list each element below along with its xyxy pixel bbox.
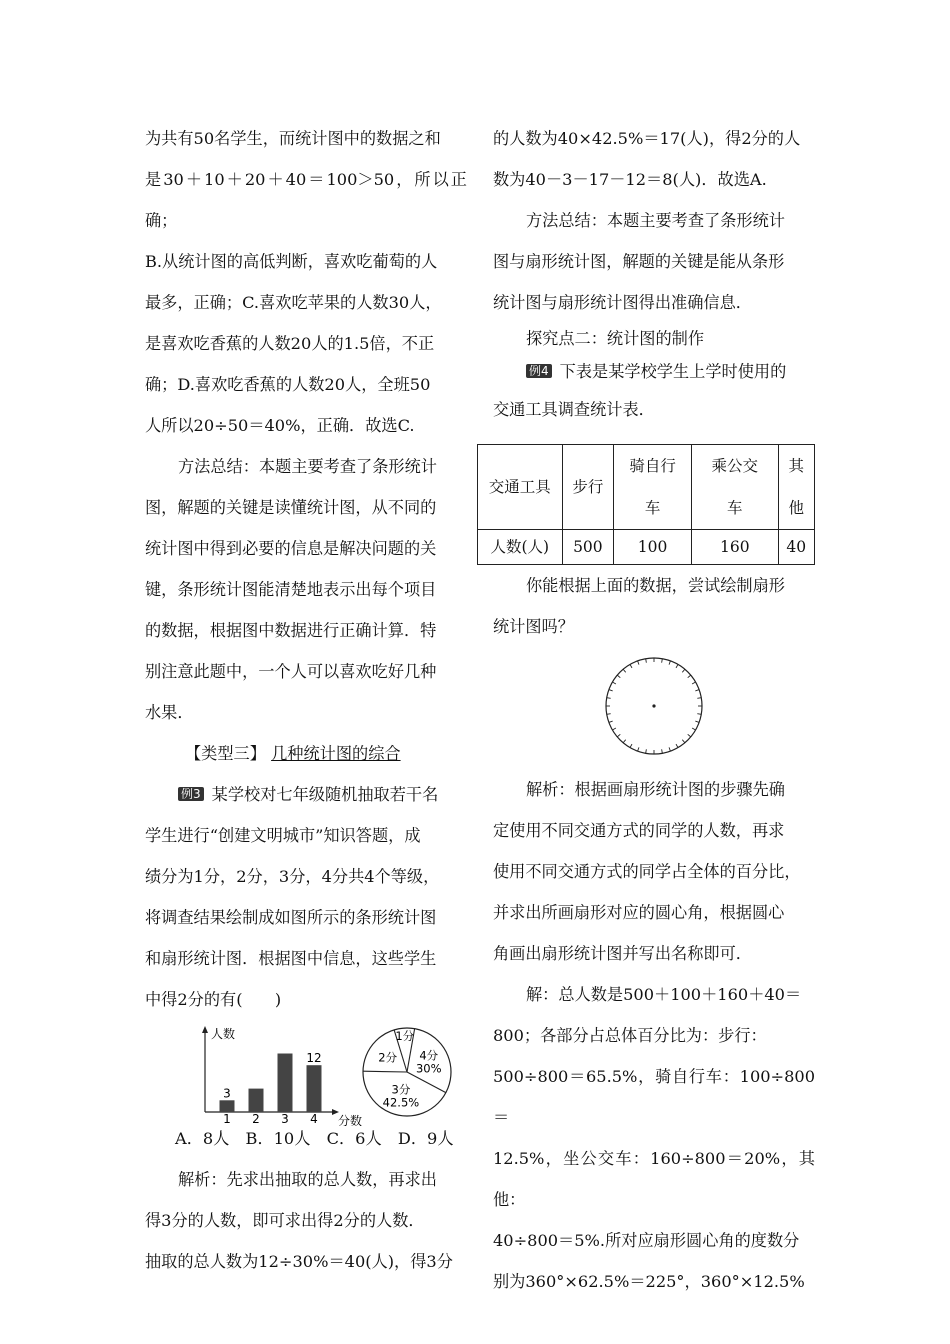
circle-tick bbox=[638, 747, 639, 751]
text-line: 解：总人数是500＋100＋160＋40＝ bbox=[526, 985, 802, 1004]
text-line: 学生进行“创建文明城市”知识答题，成 bbox=[145, 826, 421, 845]
text-line: 定使用不同交通方式的同学的人数，再求 bbox=[493, 821, 785, 840]
pie-boundary-2 bbox=[363, 1071, 407, 1072]
text-line: 12.5%，坐公交车：160÷800＝20%，其他： bbox=[493, 1149, 815, 1209]
circle-tick bbox=[623, 669, 626, 672]
cell-text: 车 bbox=[644, 499, 661, 517]
text-line bbox=[178, 774, 467, 815]
text-line: 并求出所画扇形对应的圆心角，根据圆心 bbox=[493, 903, 785, 922]
example-3-figure bbox=[145, 1026, 467, 1126]
table-cell: 100 bbox=[614, 530, 692, 565]
text-line: 中得2分的有( ) bbox=[145, 990, 282, 1009]
text-line: 最多，正确；C.喜欢吃苹果的人数30人， bbox=[145, 293, 442, 312]
circle-tick bbox=[623, 740, 626, 743]
circle-tick bbox=[646, 749, 647, 753]
text-line: 统计图中得到必要的信息是解决问题的关 bbox=[145, 539, 437, 558]
bar-2 bbox=[249, 1089, 264, 1112]
text-line: 交通工具调查统计表． bbox=[493, 400, 655, 419]
x-tick-1: 1 bbox=[223, 1112, 231, 1126]
paragraph-solution-4 bbox=[493, 974, 815, 1302]
circle-tick bbox=[695, 721, 699, 722]
pie-percent-0: 30% bbox=[415, 1061, 442, 1076]
section-heading: 探究点二：统计图的制作 bbox=[526, 329, 705, 348]
circle-tick bbox=[682, 740, 685, 743]
table-cell: 160 bbox=[692, 530, 779, 565]
table-header-cell bbox=[614, 445, 692, 530]
type-label: 【类型三】 bbox=[185, 744, 266, 763]
x-tick-labels bbox=[223, 1112, 318, 1126]
example-4 bbox=[493, 355, 815, 430]
answer-choices: A．8人 B．10人 C．6人 D．9人 bbox=[175, 1129, 454, 1148]
text-line: 40÷800＝5%.所对应扇形圆心角的度数分 bbox=[493, 1231, 800, 1250]
cell-text: 车 bbox=[727, 499, 743, 517]
circle-tick bbox=[697, 714, 701, 715]
circle-tick bbox=[688, 675, 691, 678]
text-span: 某学校对七年级随机抽取若干名 bbox=[211, 785, 439, 804]
pie-label-2: 2分 bbox=[378, 1050, 398, 1065]
circle-tick bbox=[682, 669, 685, 672]
circle-tick bbox=[612, 728, 615, 730]
paragraph-analysis-3 bbox=[145, 1159, 467, 1282]
bar-label-4: 12 bbox=[306, 1051, 322, 1066]
blank-circle bbox=[599, 651, 709, 761]
text-line: 确；D.喜欢吃香蕉的人数20人，全班50 bbox=[145, 375, 431, 394]
table-header-cell bbox=[692, 445, 779, 530]
type-heading bbox=[185, 733, 467, 774]
circle-tick bbox=[630, 744, 632, 747]
text-line: 解析：先求出抽取的总人数，再求出 bbox=[178, 1170, 437, 1189]
table-cell: 500 bbox=[562, 530, 614, 565]
text-line: 图与扇形统计图，解题的关键是能从条形 bbox=[493, 252, 785, 271]
circle-tick bbox=[669, 747, 670, 751]
circle-tick bbox=[607, 698, 611, 699]
circle-tick bbox=[609, 721, 613, 722]
text-line: 500÷800＝65.5%，骑自行车：100÷800＝ bbox=[493, 1067, 815, 1127]
example-3 bbox=[145, 774, 467, 1020]
circle-tick bbox=[662, 749, 663, 753]
text-line: 和扇形统计图．根据图中信息，这些学生 bbox=[145, 949, 437, 968]
cell-text: 他 bbox=[788, 499, 805, 517]
text-line: 数为40－3－17－12＝8(人)．故选A. bbox=[493, 170, 767, 189]
circle-tick bbox=[692, 682, 695, 684]
text-line: 将调查结果绘制成如图所示的条形统计图 bbox=[145, 908, 437, 927]
text-line: 是30＋10＋20＋40＝100＞50，所以正确； bbox=[145, 170, 467, 230]
circle-tick bbox=[688, 734, 691, 737]
table-row bbox=[478, 445, 815, 530]
circle-tick bbox=[609, 690, 613, 691]
text-line: 绩分为1分，2分，3分，4分共4个等级， bbox=[145, 867, 440, 886]
text-line: 800；各部分占总体百分比为：步行： bbox=[493, 1026, 767, 1045]
pie-group bbox=[363, 1028, 451, 1116]
cell-text: 乘公交 bbox=[711, 457, 759, 475]
text-line: 解析：根据画扇形统计图的步骤先确 bbox=[526, 780, 785, 799]
circle-tick bbox=[669, 661, 670, 665]
left-column bbox=[145, 118, 467, 1282]
circle-center bbox=[652, 704, 655, 707]
text-line: 别注意此题中，一个人可以喜欢吃好几种 bbox=[145, 662, 437, 681]
pie-slice-labels bbox=[378, 1029, 441, 1109]
text-line: 统计图与扇形统计图得出准确信息． bbox=[493, 293, 752, 312]
transport-table bbox=[477, 444, 815, 565]
text-line: 水果． bbox=[145, 703, 194, 722]
circle-tick bbox=[617, 675, 620, 678]
cell-text: 骑自行 bbox=[629, 457, 676, 475]
circle-tick bbox=[676, 664, 678, 667]
text-line: 你能根据上面的数据，尝试绘制扇形 bbox=[526, 576, 785, 595]
text-line: 别为360°×62.5%＝225°，360°×12.5% bbox=[493, 1272, 805, 1291]
bar-4 bbox=[307, 1065, 322, 1112]
text-line: 方法总结：本题主要考查了条形统计 bbox=[526, 211, 785, 230]
circle-tick bbox=[692, 728, 695, 730]
x-axis-label: 分数 bbox=[338, 1114, 363, 1126]
text-line: 角画出扇形统计图并写出名称即可． bbox=[493, 944, 752, 963]
text-line: 图，解题的关键是读懂统计图，从不同的 bbox=[145, 498, 437, 517]
x-tick-3: 3 bbox=[281, 1112, 289, 1126]
table-row bbox=[478, 530, 815, 565]
text-line: 的人数为40×42.5%＝17(人)，得2分的人 bbox=[493, 129, 801, 148]
text-line: B.从统计图的高低判断，喜欢吃葡萄的人 bbox=[145, 252, 438, 271]
circle-tick bbox=[607, 714, 611, 715]
cell-text: 其 bbox=[788, 457, 805, 475]
type-title: 几种统计图的综合 bbox=[271, 744, 401, 763]
table-header-cell: 步行 bbox=[562, 445, 614, 530]
text-line: 抽取的总人数为12÷30%＝40(人)，得3分 bbox=[145, 1252, 453, 1271]
paragraph-analysis-4 bbox=[493, 769, 815, 974]
text-line: 人所以20÷50＝40%，正确．故选C. bbox=[145, 416, 415, 435]
circle-tick bbox=[646, 659, 647, 663]
pie-label-0: 4分 bbox=[419, 1048, 439, 1063]
text-line bbox=[526, 355, 815, 389]
text-line: 的数据，根据图中数据进行正确计算．特 bbox=[145, 621, 437, 640]
circle-tick bbox=[638, 661, 639, 665]
paragraph-question bbox=[493, 565, 815, 647]
x-tick-4: 4 bbox=[310, 1112, 318, 1126]
bar-1 bbox=[220, 1100, 235, 1112]
right-column bbox=[488, 118, 815, 1302]
x-tick-2: 2 bbox=[252, 1112, 260, 1126]
circle-tick bbox=[617, 734, 620, 737]
circle-tick bbox=[662, 659, 663, 663]
bar-label-1: 3 bbox=[223, 1086, 231, 1101]
circle-tick bbox=[695, 690, 699, 691]
text-line: 是喜欢吃香蕉的人数20人的1.5倍，不正 bbox=[145, 334, 435, 353]
pie-percent-1: 42.5% bbox=[382, 1095, 420, 1110]
text-span: 下表是某学校学生上学时使用的 bbox=[559, 362, 787, 381]
text-line: 为共有50名学生，而统计图中的数据之和 bbox=[145, 129, 441, 148]
circle-tick bbox=[630, 664, 632, 667]
y-axis-arrow bbox=[202, 1026, 208, 1033]
example-badge: 例4 bbox=[526, 364, 552, 378]
pie-label-3: 1分 bbox=[395, 1029, 415, 1044]
table-header-cell: 交通工具 bbox=[478, 445, 563, 530]
table-header-cell bbox=[778, 445, 814, 530]
circle-tick bbox=[612, 682, 615, 684]
table-cell: 人数(人) bbox=[478, 530, 563, 565]
paragraph-answer-a bbox=[493, 118, 815, 200]
pie-label-1: 3分 bbox=[391, 1082, 411, 1097]
paragraph-method-summary bbox=[145, 446, 467, 733]
circle-tick bbox=[676, 744, 678, 747]
combo-chart bbox=[145, 1026, 467, 1126]
example-badge: 例3 bbox=[178, 787, 204, 801]
text-line: 方法总结：本题主要考查了条形统计 bbox=[178, 457, 437, 476]
paragraph-method-summary-2 bbox=[493, 200, 815, 323]
paragraph-answer-c bbox=[145, 118, 467, 446]
circle-tick bbox=[697, 698, 701, 699]
text-line: 使用不同交通方式的同学占全体的百分比， bbox=[493, 862, 801, 881]
bar-3 bbox=[278, 1054, 293, 1113]
y-axis-label: 人数 bbox=[211, 1027, 236, 1041]
blank-circle-figure bbox=[493, 651, 815, 761]
text-line: 键，条形统计图能清楚地表示出每个项目 bbox=[145, 580, 437, 599]
text-line: 统计图吗？ bbox=[493, 617, 574, 636]
text-line: 得3分的人数，即可求出得2分的人数． bbox=[145, 1211, 425, 1230]
table-cell: 40 bbox=[778, 530, 814, 565]
